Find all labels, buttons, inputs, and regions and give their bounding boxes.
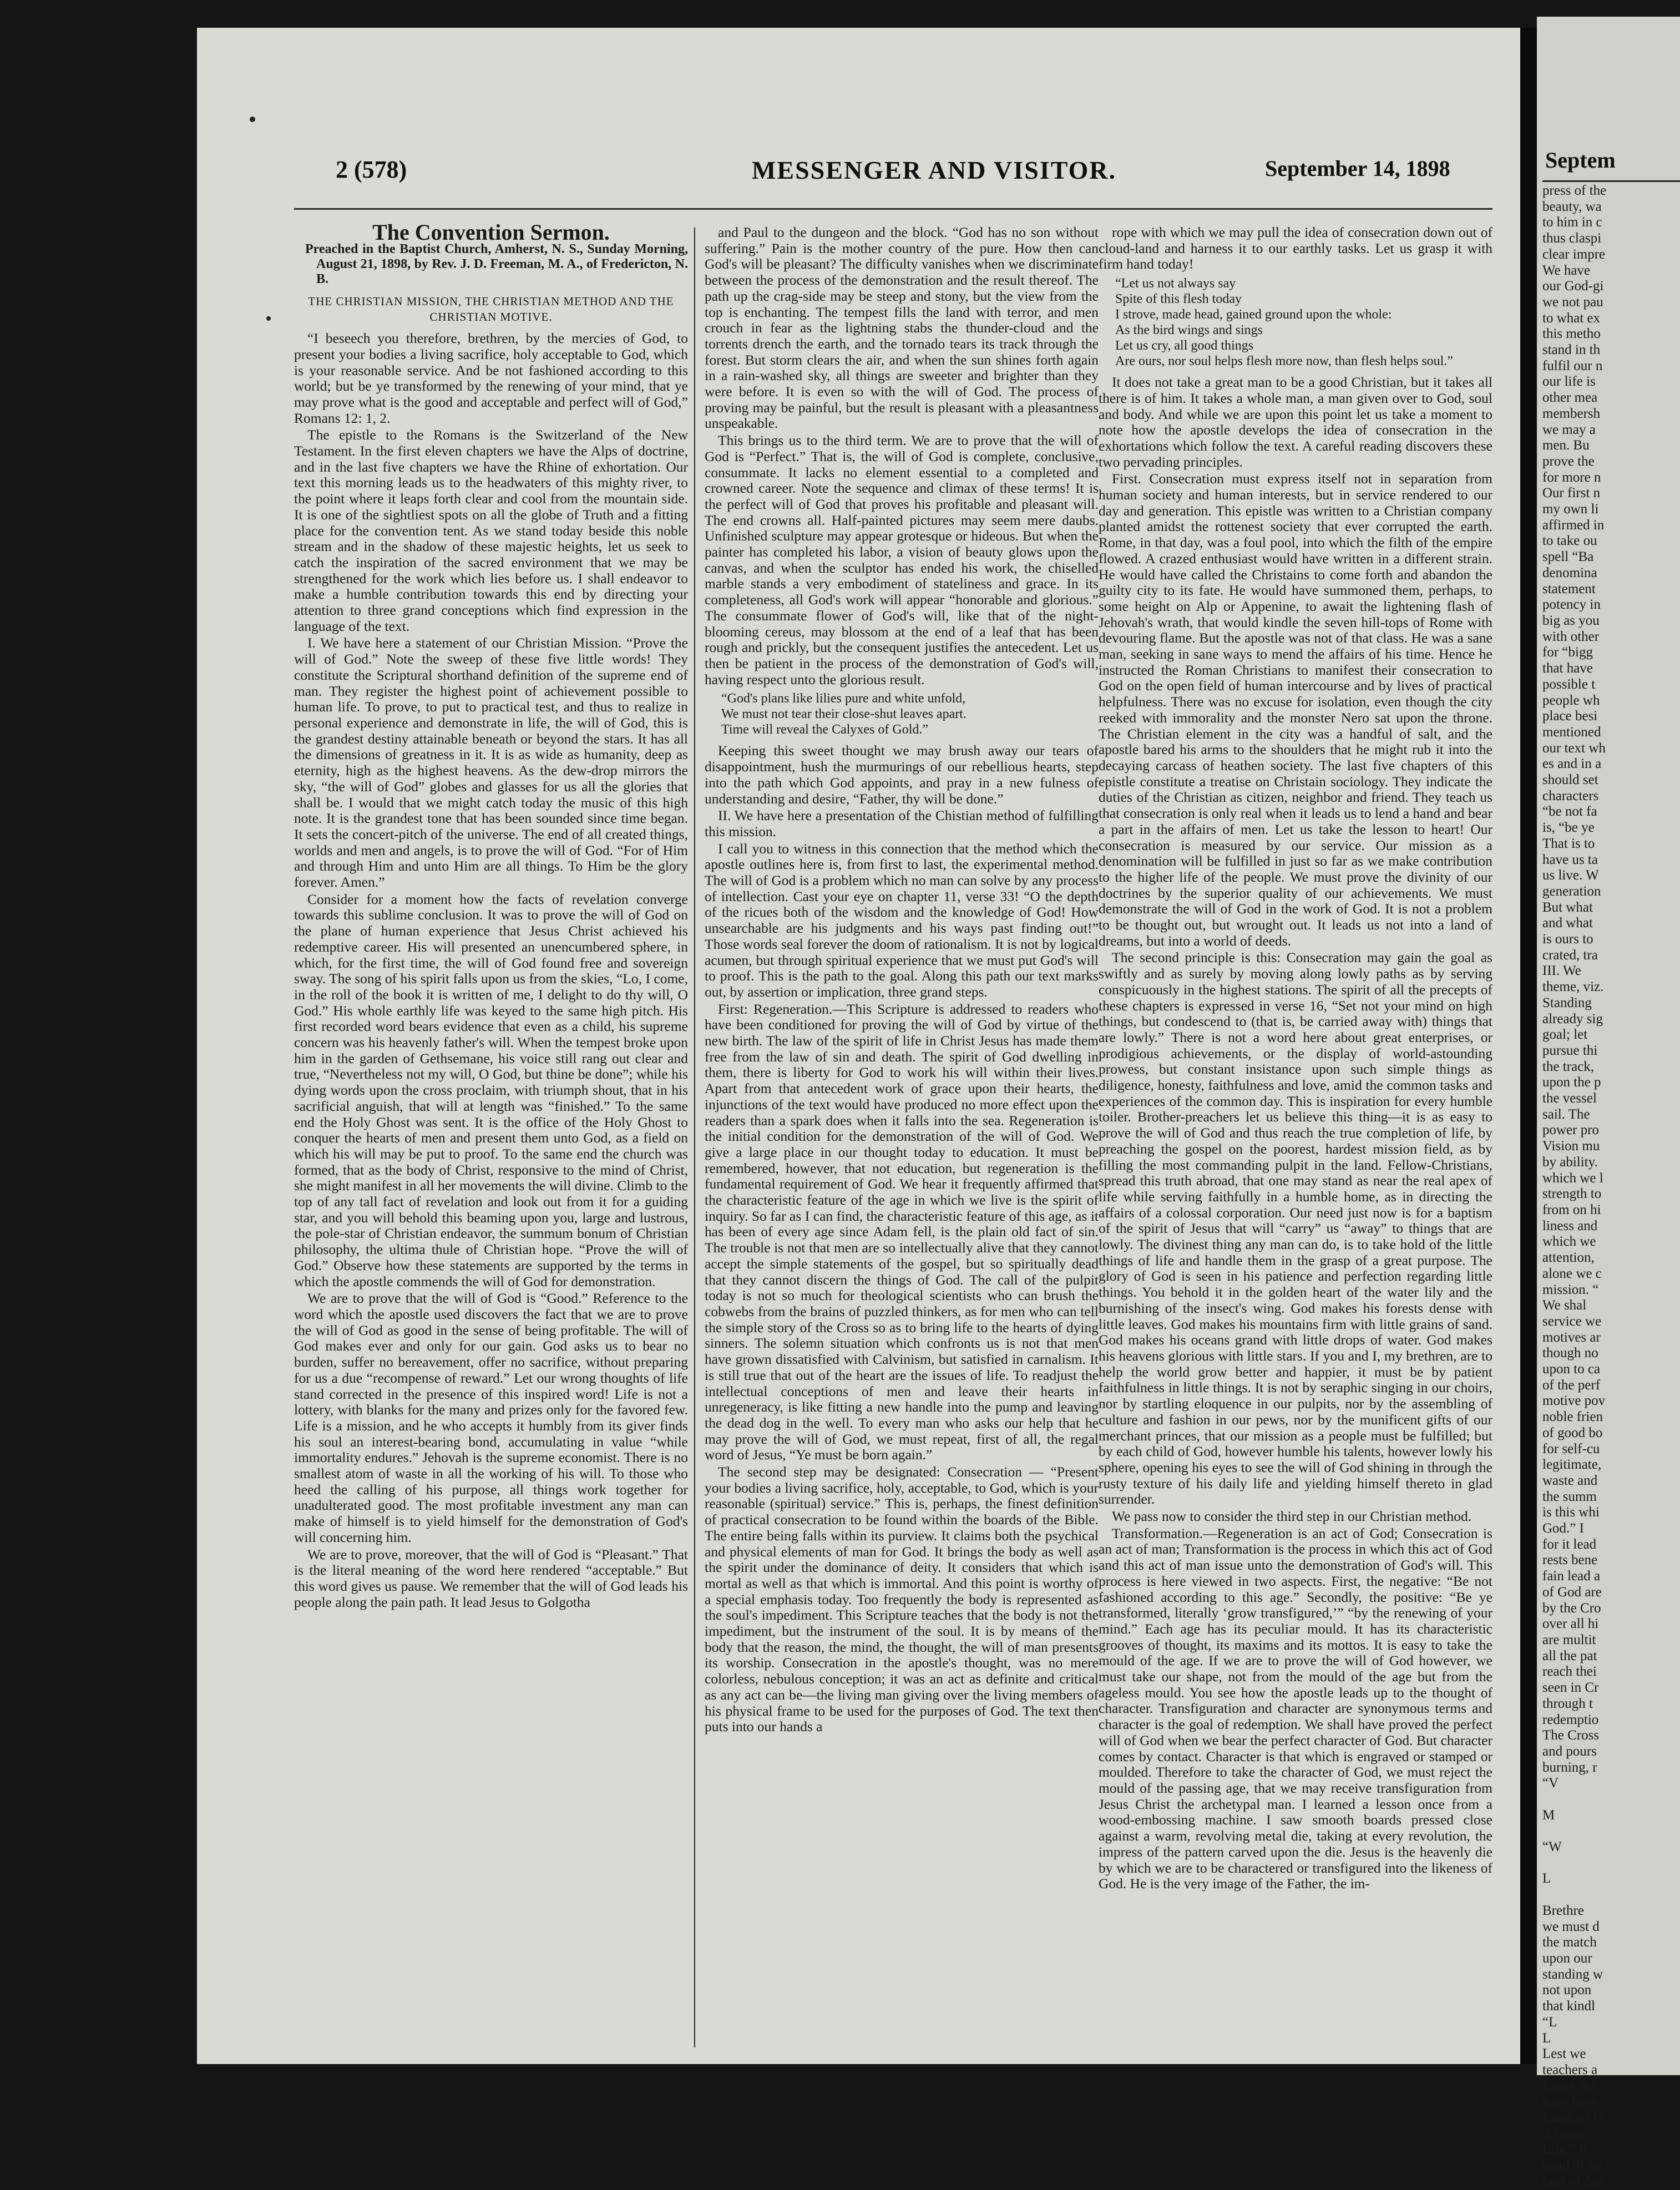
adjacent-page-line: Life.” It [1542,2142,1587,2157]
adjacent-page-date: Septem [1545,148,1616,173]
binding-gutter [1520,28,1537,2064]
adjacent-page-line: membersh [1542,406,1601,421]
adjacent-page-line: beauty, wa [1542,199,1602,214]
adjacent-page-line: of good bo [1542,1425,1603,1440]
adjacent-page-line: mission. “ [1542,1282,1599,1297]
poem-line: Are ours, nor soul helps flesh more now, than flesh helps soul.” [1115,354,1453,369]
adjacent-page-line: “be not fa [1542,804,1597,820]
adjacent-page-line: thus claspi [1542,231,1602,246]
paper-speck [250,117,255,122]
adjacent-page-line: from on hi [1542,1202,1601,1217]
masthead: MESSENGER AND VISITOR. [752,156,1117,184]
column-2 [705,225,1099,2050]
adjacent-page-line: motive pov [1542,1393,1606,1409]
adjacent-page-line: are multit [1542,1632,1596,1647]
adjacent-page-line: III. We [1542,963,1581,979]
poem-quote [1115,276,1492,369]
adjacent-page-line: L [1542,1871,1551,1886]
adjacent-page-line [1542,1792,1670,1808]
poem-line: I strove, made head, gained ground upon the whole: [1115,307,1392,322]
adjacent-page-line: es and in a [1542,756,1602,772]
adjacent-page-line: But what [1542,899,1593,915]
adjacent-page-line: the vessel [1542,1091,1597,1106]
adjacent-page-line: fain lead a [1542,1569,1601,1584]
adjacent-page-line: statement [1542,581,1596,596]
article-subtitle: THE CHRISTIAN MISSION, THE CHRISTIAN METHOD AND THE CHRISTIAN MOTIVE. [308,294,674,324]
adjacent-page-line: Lest we [1542,2046,1586,2062]
poem-line: “God's plans like lilies pure and white unfold, [721,691,966,706]
adjacent-page-line: strength to [1542,1186,1602,1202]
adjacent-page-line: the match [1542,1935,1597,1950]
adjacent-page-line: through t [1542,1696,1593,1711]
adjacent-page-line: by ability. [1542,1154,1598,1170]
adjacent-page-line: mentioned [1542,724,1601,740]
adjacent-page-line: press of the [1542,183,1607,198]
paragraph: We are to prove, moreover, that the will of God is “Pleasant.” That is the literal meaning of the word here rendered “acceptable.” But this word gives us pause. We remember that the will of God leads his people along the pain path. It lead Jesus to Golgotha [294,1546,688,1610]
page-number: 2 (578) [336,156,407,183]
poem-line: “Let us not always say [1115,276,1236,291]
adjacent-page-line: rests bene [1542,1552,1598,1568]
adjacent-page-line: Lamb of G [1542,2110,1603,2126]
adjacent-page-line: should set [1542,772,1598,788]
adjacent-page-line: is, “be ye [1542,820,1595,836]
adjacent-page-line: our life is [1542,374,1596,390]
adjacent-page-line: to what ex [1542,310,1601,326]
adjacent-page-line: upon the p [1542,1075,1601,1090]
adjacent-page-line: sail. The [1542,1106,1590,1122]
paragraph: I. We have here a statement of our Christian Mission. “Prove the will of God.” Note the sweep of these five little words! They constitute the Scriptural shorthand definition of the supreme end of man. They register the highest point of achievement possible to human life. To prove, to put to practical test, and thus to realize in personal experience and demonstrate in life, the will of God, this is the grandest destiny attainable beneath or beyond the stars. It has all the dimensions of greatness in it. It is as wide as humanity, deep as eternity, high as the highest heavens. As the dew-drop mirrors the sky, “the will of God” globes and glasses for us all the glories that shall be. I would that we might catch today the music of this high note. It is the grandest tone that has been sounded since time began. It sets the concert-pitch of the universe. The end of all created things, worlds and men and angels, is to prove the will of God. “For of Him and through Him and unto Him are all things. To Him be the glory forever. Amen.” [294,635,688,891]
poem-line: We must not tear their close-shut leaves apart. [721,707,966,722]
adjacent-page-line: Our first n [1542,485,1601,501]
adjacent-page-line: generation [1542,883,1601,899]
adjacent-page-line: is ours to [1542,932,1593,947]
adjacent-page-line: crated, tra [1542,947,1598,963]
adjacent-page-line [1542,1823,1670,1839]
adjacent-page-line: Vision mu [1542,1139,1600,1154]
adjacent-page-line: stand in th [1542,342,1601,358]
adjacent-page-line: teachers a [1542,2062,1598,2077]
adjacent-page-line: place besi [1542,709,1598,724]
adjacent-page-line: That is to [1542,836,1595,851]
poem-line: Spite of this flesh today [1115,292,1242,307]
adjacent-page-line: redemptio [1542,1712,1599,1727]
adjacent-page-line: “V [1542,1776,1559,1791]
adjacent-page-line: this metho [1542,326,1601,342]
paragraph: This brings us to the third term. We are to prove that the will of God is “Perfect.” That is, the will of God is complete, conclusive, consummate. It lacks no element essential to a completed and crowned career. Note the sequence and climax of these terms! It is the perfect will of God that proves his profitable and pleasant will. The end crowns all. Half-painted pictures may seem mere daubs. Unfinished sculpture may appear grotesque or hideous. But when the painter has completed his labor, a vision of beauty glows upon the canvas, and when the sculptor has ended his work, the chiselled marble stands a very embodiment of stateliness and grace. In its completeness, all God's work will appear “honorable and glorious.” The consummate flower of God's will, like that of the night-blooming cereus, may blossom at the end of a leaf that has been rough and prickly, but the consequent justifies the antecedent. Let us then be patient in the process of the demonstration of God's will, having respect unto the glorious result. [705,432,1099,687]
adjacent-page-line: men. Bu [1542,438,1590,453]
adjacent-page-line: for self-cu [1542,1441,1600,1456]
adjacent-page-line: by the Cro [1542,1600,1601,1616]
adjacent-page-line: of the perf [1542,1377,1601,1393]
adjacent-page-line: that kindl [1542,1999,1596,2014]
adjacent-page-line: to him in c [1542,215,1602,230]
adjacent-page-line: have been [1542,2094,1598,2110]
paragraph: The epistle to the Romans is the Switzerland of the New Testament. In the first eleven chapters we have the Alps of doctrine, and in the last five chapters we have the Rhine of exhortation. Our text this morning leads us to the headwaters of this mighty river, to the point where it leaps forth clear and cool from the mountain side. It is one of the sightliest spots on all the globe of Truth and a fitting place for the convention tent. As we stand today beside this noble stream and in the shadow of these majestic heights, let us seek to catch the inspiration of the sacred environment that we may be strengthened for the work which lies before us. I shall endeavor to make a humble contribution towards this end by directing your attention to three grand conceptions which find expression in the language of the text. [294,427,688,634]
adjacent-page-line: upon our [1542,1950,1592,1966]
paragraph: First. Consecration must express itself not in separation from human society and human interests, but in service rendered to our day and generation. This epistle was written to a Christian company planted amidst the rottenest society that ever corrupted the earth. Rome, in that day, was a foul pool, into which the filth of the empire flowed. A crazed enthusiast would have written in a different strain. He would have called the Christains to come forth and abandon the guilty city to its fate. He would have summoned them, perhaps, to some height on Alp or Appenine, to await the lightening flash of Jehovah's wrath, that would kindle the seven hill-tops of Rome with devouring flame. But the apostle was not of that class. He was a sane man, seeking in sane ways to mend the affairs of his time. Hence he instructed the Roman Christians to manifest their consecration to God on the open field of human intercourse and by lives of practical helpfulness. There was no excuse for isolation, even though the city reeked with immorality and the monster Nero sat upon the throne. The Christian element in the city was a handful of salt, and the apostle bared his arms to the shoulders that he might rub it into the decaying carcass of heathen society. The last five chapters of this epistle constitute a treatise on Christain sociology. They indicate the duties of the Christian as citizen, neighbor and friend. They teach us that consecration is only real when it leads us to lend a hand and bear a part in the affairs of men. Let us take the lesson to heart! Our consecration is measured by our service. Our mission as a denomination will be fulfilled in just so far as we make contribution to the higher life of the people. We must prove the divinity of our doctrines by the superior quality of our achievements. We must demonstrate the will of God in the work of God. It is not a problem to be thought out, but wrought out. It leads us not into a land of dreams, but into a world of deeds. [1099,471,1492,949]
adjacent-page-line: us live. W [1542,868,1599,883]
adjacent-page-line: for more n [1542,469,1601,485]
article-title: The Convention Sermon. [372,220,610,245]
adjacent-page-line: not upon [1542,1982,1592,1998]
adjacent-page-line: theme, viz. [1542,979,1604,995]
adjacent-page-line: forget tha [1542,2078,1596,2093]
adjacent-page-line [1542,1887,1670,1903]
paragraph: The second principle is this: Consecration may gain the goal as swiftly and as surely by moving along lowly paths as by serving conspicuously in the highest stations. The spirit of all the precepts of these chapters is expressed in verse 16, “Set not your mind on high things, but condescend to (that is, be carried away with) things that are lowly.” There is not a word here about great enterprises, or prodigious achievements, or the display of world-astounding prowess, but constant insistance upon such simple things as diligence, honesty, faithfulness and love, amid the common tasks and experiences of the common day. This is inspiration for every humble toiler. Brother-preachers let us believe this thing—it is as easy to prove the will of God and thus reach the true completion of life, by preaching the gospel on the poorest, hardest mission field, as by filling the most commanding pulpit in the land. Fellow-Christians, spread this truth abroad, that one may stand as near the real apex of life while serving faithfully in a humble home, as in directing the affairs of a colossal corporation. Our need just now is for a baptism of the spirit of Jesus that will “carry” us “away” to things that are lowly. The divinest thing any man can do, is to take hold of the little things of life and handle them in the grasp of a great purpose. The glory of God is seen in his patience and perfection regarding little things. You behold it in the golden heart of the water lily and the burnishing of the insect's wing. God makes his forests dense with little leaves. God makes his mountains firm with little grains of sand. God makes his oceans grand with little drops of water. God makes his heavens glorious with little stars. If you and I, my brethren, are to help the world grow better and happier, it must be by patient faithfulness in little things. It is not by seraphic singing in our choirs, nor by startling eloquence in our pulpits, nor by the assembling of culture and fashion in our pews, nor by the munificent gifts of our merchant princes, that our mission as a people must be fulfilled; but by each child of God, however humble his talents, however lowly his sphere, opening his eyes to see the will of God shining in through the rusty texture of his daily life and yielding himself thereto in glad surrender. [1099,949,1492,1508]
adjacent-page-line: reach thei [1542,1664,1597,1680]
adjacent-page-line: L [1542,2030,1551,2046]
poem-line: Let us cry, all good things [1115,338,1254,353]
paragraph: Keeping this sweet thought we may brush away our tears of disappointment, hush the murmurings of our rebellious hearts, step into the path which God appoints, and pray in a new fulness of understanding and desire, “Father, thy will be done.” [705,742,1099,807]
adjacent-page-line: of God are [1542,1584,1602,1600]
adjacent-page-line: attention, [1542,1250,1595,1266]
adjacent-page-line: that have [1542,661,1593,676]
adjacent-page-line: power pro [1542,1122,1600,1138]
adjacent-page-line: pursue thi [1542,1043,1598,1058]
adjacent-page-line: M [1542,1807,1555,1823]
adjacent-page-line: God.” I [1542,1521,1584,1536]
adjacent-page-line: noble frien [1542,1409,1603,1425]
adjacent-page-line: for it lead [1542,1536,1597,1552]
adjacent-page-line: standing w [1542,1966,1603,1982]
poem-line: As the bird wings and sings [1115,323,1263,338]
adjacent-page-line: We have [1542,262,1591,278]
adjacent-page-line: goal; let [1542,1027,1588,1043]
adjacent-page-line: seen in Cr [1542,1680,1599,1696]
adjacent-page-line: the summ [1542,1489,1597,1504]
adjacent-page-line [1542,1855,1670,1872]
poem-quote [721,691,1099,737]
adjacent-page-line: waste and [1542,1473,1598,1488]
paragraph: and Paul to the dungeon and the block. “God has no son without suffering.” Pain is the mother country of the pure. How then can God's will be pleasant? The difficulty vanishes when we discriminate between the process of the demonstration and the result thereof. The path up the crag-side may be steep and stony, but the view from the top is enchanting. The tempest fills the land with terror, and men crouch in fear as the lightning stabs the thunder-cloud and the torrents drench the earth, and the tornado tears its track through the forest. But storm clears the air, and when the sun shines forth again in a rain-washed sky, all things are sweeter and brighter than they were before. It is even so with the will of God. The process of proving may be painful, but the result is pleasant with a pleasantness unspeakable. [705,224,1099,432]
adjacent-page-line: denomina [1542,565,1597,580]
adjacent-page-line: fulfil our n [1542,358,1603,373]
adjacent-page-line: Brethre [1542,1903,1584,1918]
adjacent-page-line: alone we c [1542,1266,1602,1281]
adjacent-page-line: all the pat [1542,1648,1597,1663]
adjacent-page-line: legitimate, [1542,1457,1602,1473]
adjacent-page-line: spell “Ba [1542,549,1594,565]
adjacent-page [1537,17,1680,2189]
adjacent-page-line: potency in [1542,597,1601,613]
adjacent-page-line: prove the [1542,453,1595,469]
adjacent-page-line: we not pau [1542,294,1603,310]
paragraph: Consider for a moment how the facts of revelation converge towards this sublime conclusion. It was to prove the will of God on the plane of human experience that Jesus Christ achieved his redemptive career. His will presented an unencumbered sphere, in which, for the first time, the will of God found free and sovereign sway. The song of his spirit falls upon us from the skies, “Lo, I come, in the roll of the book it is written of me, I delight to do thy will, O God.” His whole earthly life was keyed to the same high pitch. His first recorded word bears evidence that even as a child, his supreme concern was his heavenly father's will. When the tempest broke upon him in the garden of Gethsemane, his voice still rang out clear and true, “Nevertheless not my will, O God, but thine be done”; while his dying words upon the cross proclaim, with triumph shout, that in his sacrificial anguish, that will at length was “finished.” To the same end the Holy Ghost was sent. It is the office of the Holy Ghost to conquer the hearts of men and present them unto God, as a field on which his will may be put to proof. To the same end the church was formed, that as the body of Christ, responsive to the mind of Christ, she might manifest in all her movements the will divine. Climb to the top of any tall fact of revelation and look out from it for a guiding star, and you will behold this beaming upon you, large and lustrous, the pole-star of Christian endeavor, the summum bonum of Christian philosophy, the ultima thule of Christian hope. “Prove the will of God.” Observe how these statements are supported by the terms in which the apostle commends the will of God for demonstration. [294,891,688,1289]
adjacent-page-line: which we l [1542,1170,1603,1186]
column-rule [694,227,695,2047]
adjacent-page-line: service we [1542,1313,1602,1329]
adjacent-page-line: other mea [1542,390,1598,406]
header-rule [294,208,1492,210]
adjacent-page-line: and pours [1542,1743,1597,1759]
adjacent-page-line: over all hi [1542,1616,1599,1632]
paper-speck [266,316,271,321]
adjacent-page-line: upon to ca [1542,1362,1601,1377]
adjacent-page-line: we may a [1542,422,1596,437]
poem-line: Time will reveal the Calyxes of Gold.” [721,722,929,737]
paragraph: I call you to witness in this connection that the method which the apostle outlines here is, from first to last, the experimental method. The will of God is a problem which no man can solve by any process of intellection. Cast your eye on chapter 11, verse 33! “O the depth of the ricues both of the wisdom and the knowledge of God! How unsearchable are his judgments and his ways past finding out!” Those words seal forever the doom of rationalism. It is not by logical acumen, but through spiritual experience that we must put God's will to proof. This is the path to the goal. Along this path our text marks out, by assertion or implication, three grand steps. [705,840,1099,1000]
adjacent-page-line: have us ta [1542,852,1598,867]
issue-date: September 14, 1898 [1265,156,1450,181]
adjacent-page-line: we must d [1542,1919,1600,1934]
adjacent-page-line: already sig [1542,1011,1603,1026]
adjacent-page-line: our God-gi [1542,279,1604,294]
adjacent-page-line: my own li [1542,502,1599,517]
article-byline: Preached in the Baptist Church, Amherst, N. S., Sunday Morning, August 21, 1898, by Rev. J. D. Freeman, M. A., of Fredericton, N. B. [305,241,688,286]
adjacent-page-line: A brave [1542,2126,1586,2141]
adjacent-page-line: big as you [1542,613,1600,628]
paragraph: “I beseech you therefore, brethren, by the mercies of God, to present your bodies a living sacrifice, holy acceptable to God, which is your reasonable service. And be not fashioned according to this world; but be ye transformed by the renewing of your mind, that ye may prove what is the good and acceptable and perfect will of God,” Romans 12: 1, 2. [294,330,688,426]
adjacent-page-line: liness and [1542,1218,1598,1233]
adjacent-page-line: and what [1542,916,1593,931]
adjacent-page-line: with other [1542,629,1600,644]
adjacent-page-line: possible t [1542,676,1596,692]
paragraph: We are to prove that the will of God is “Good.” Reference to the word which the apostle used discovers the fact that we are to prove the will of God as good in the sense of being profitable. The will of God makes ever and only for our gain. God asks us to bear no burden, suffer no bereavement, offer no sacrifice, without preparing for us a due “recompense of reward.” Let our wrong thoughts of life stand corrected in the presence of this inspired word! Life is not a lottery, with blanks for the many and prizes only for the favored few. Life is a mission, and he who accepts it humbly from its giver finds his soul an interest-bearing bond, accumulating in value “while immortality endures.” Jehovah is the supreme economist. There is no smallest atom of waste in all the working of his will. To those who heed the calling of his purpose, all things work together for unadulterated good. The most profitable investment any man can make of himself is to yield himself for the demonstration of God's will concerning him. [294,1290,688,1545]
adjacent-page-line: which we [1542,1234,1596,1250]
adjacent-page-line: “L [1542,2014,1557,2030]
adjacent-page-line: though no [1542,1346,1598,1361]
paragraph: II. We have here a presentation of the Chistian method of fulfilling this mission. [705,807,1099,839]
adjacent-page-line: to take ou [1542,533,1597,549]
adjacent-page-line: is this whi [1542,1505,1600,1520]
adjacent-page-line: host of Am [1542,2173,1605,2189]
adjacent-page-line: our text wh [1542,740,1606,756]
adjacent-page-line: motives ar [1542,1329,1601,1345]
adjacent-page-line: the track, [1542,1059,1595,1074]
paragraph: First: Regeneration.—This Scripture is addressed to readers who have been conditioned for proving the will of God by virtue of the new birth. The law of the spirit of life in Christ Jesus has made them free from the law of sin and death. The spirit of God dwelling in them, there is liberty for God to work his will within their lives. Apart from that antecedent work of grace upon their hearts, the injunctions of the text would have produced no more effect upon the readers than a spark does when it falls into the sea. Regeneration is the initial condition for the demonstration of the will of God. We give a large place in our thought today to education. It must be remembered, however, that not education, but regeneration is the fundamental requirement of God. We hear it frequently affirmed that the characteristic feature of the age in which we live is the spirit of inquiry. So far as I can find, the characteristic feature of this age, as it has been of every age since Adam fell, is the plain old fact of sin. The trouble is not that men are so intellectually alive that they cannot accept the simple statements of the gospel, but so spiritually dead that they cannot discern the things of God. The call of the pulpit today is not so much for theological scientists who can brush the cobwebs from the brains of puzzled thinkers, as for men who can tell the simple story of the Cross so as to bring life to the hearts of dying sinners. The solemn situation which confronts us is not that men have grown dissatisfied with Calvinism, but satisfied in carnalism. It is still true that out of the heart are the issues of life. To readjust the intellectual conceptions of men and leave their hearts in unregeneracy, is like fitting a new handle into the pump and leaving the dead dog in the well. To every man who asks our help that he may prove the will of God, we must repeat, first of all, the regal word of Jesus, “Ye must be born again.” [705,1000,1099,1463]
adjacent-page-line: clear impre [1542,246,1606,262]
adjacent-page-line: Standing [1542,995,1592,1010]
paragraph: It does not take a great man to be a good Christian, but it takes all there is of him. It takes a whole man, a man given over to God, soul and body. And while we are upon this point let us take a moment to note how the apostle develops the idea of consecration in the exhortations which follow the text. A careful reading discovers these two pervading principles. [1099,374,1492,470]
adjacent-page-line: band of Sa [1542,2158,1602,2173]
column-3 [1099,225,1492,2050]
adjacent-page-line: characters [1542,788,1599,803]
paragraph: rope with which we may pull the idea of consecration down out of cloud-land and harness it to our earthly tasks. Let us grasp it with firm hand today! [1099,224,1492,272]
newspaper-page [197,28,1520,2064]
adjacent-page-line: We shal [1542,1298,1587,1313]
paragraph: We pass now to consider the third step in our Christian method. [1112,1508,1472,1525]
column-1 [294,220,688,2050]
paragraph: The second step may be designated: Consecration — “Present your bodies a living sacrifice, holy, acceptable, to God, which is your reasonable (spiritual) service.” This is, perhaps, the finest definition of practical consecration to be found within the boards of the Bible. The entire being falls within its purview. It claims both the psychical and physical elements of man for God. It brings the body as well as the spirit under the dominance of deity. It considers that which is mortal as well as that which is immortal. And this point is worthy of a special emphasis today. Too frequently the body is represented as the soul's impediment. This Scripture teaches that the body is not the impediment, but the instrument of the soul. It is by means of the body that the reason, the mind, the thought, the will of man presents its worship. Consecration in the apostle's thought, was no mere colorless, nebulous conception; it was an act as definite and critical as any act can be—the living man giving over the living members of his physical frame to be used for the purposes of God. The text then puts into our hands a [705,1464,1099,1735]
adjacent-page-line: people wh [1542,692,1600,708]
adjacent-page-line: burning, r [1542,1759,1597,1775]
adjacent-page-line: affirmed in [1542,517,1605,533]
paragraph: Transformation.—Regeneration is an act of God; Consecration is an act of man; Transformation is the process in which this act of God and this act of man issue unto the demonstration of God's will. This process is here viewed in two aspects. First, the negative: “Be not fashioned according to this age.” Secondly, the positive: “Be ye transformed, literally ‘grow transfigured,’” “by the renewing of your mind.” Each age has its peculiar mould. It has its characteristic grooves of thought, its maxims and its mottos. It is easy to take the mould of the age. If we are to prove the will of God however, we must take our shape, not from the mould of the age but from the ageless mould. You see how the apostle leads up to the thought of character. Transfiguration and character are synonymous terms and character is the goal of redemption. We shall have proved the perfect will of God when we bear the perfect character of God. But character comes by contact. Character is that which is engraved or stamped or moulded. Therefore to take the character of God, we must reject the mould of the passing age, that we may receive transfiguration from Jesus Christ the archetypal man. I learned a lesson once from a wood-embossing machine. I saw smooth boards pressed close against a warm, revolving metal die, taking at every revolution, the impress of the pattern carved upon the die. Jesus is the heavenly die by which we are to be charactered or transfigured into the likeness of God. He is the very image of the Father, the im- [1099,1525,1492,1892]
adjacent-page-line: The Cross [1542,1728,1600,1743]
adjacent-page-column [1542,183,1670,2190]
adjacent-page-line: “W [1542,1839,1562,1855]
adjacent-header-rule [1542,180,1680,182]
adjacent-page-line: for “bigg [1542,645,1593,660]
